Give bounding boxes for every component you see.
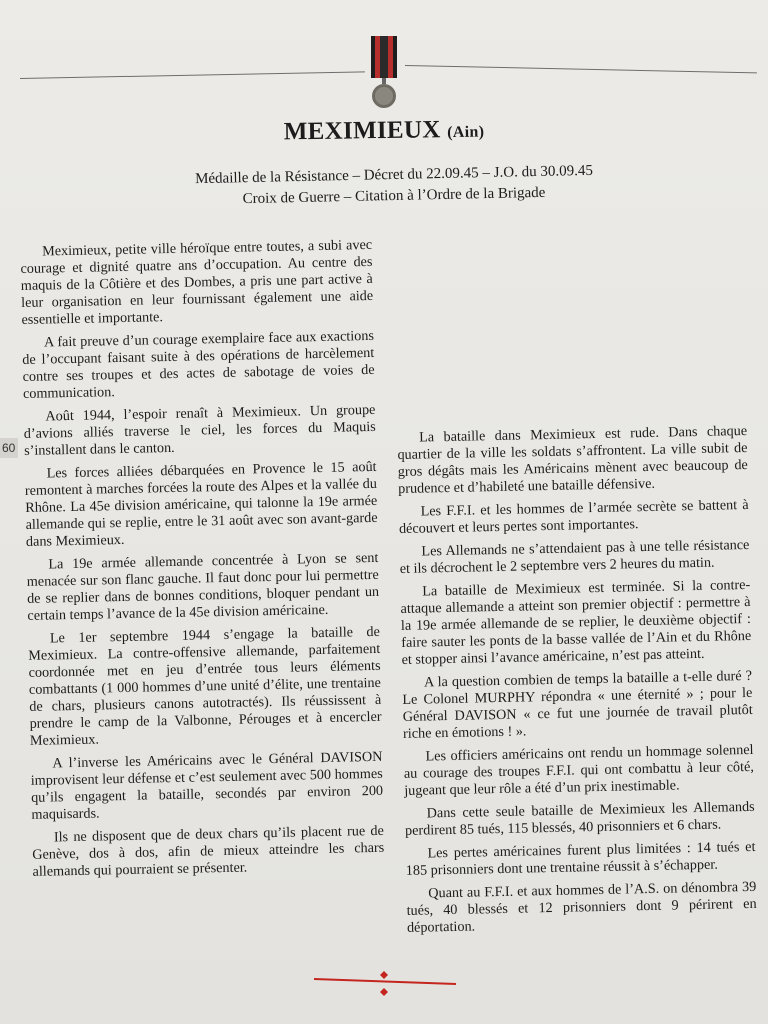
right-column [397, 423, 757, 943]
paragraph: A fait preuve d’un courage exemplaire face aux exactions de l’occupant faisant suite à des opérations de harcèlement contre ses troupes et des actes de sabotage de voies de communication. [22, 327, 375, 402]
paragraph: Le 1er septembre 1944 s’engage la bataille de Meximieux. La contre-offensive allemande, parfaitement coordonnée met en jeu d’entrée tous leurs éléments combattants (1 000 hommes d’une unité d’élite, une trentaine de chars, plusieurs canons autotractés). Ils réussissent à prendre le camp de la Valbonne, Pérouges et à encercler Meximieux. [28, 623, 382, 749]
paragraph: La 19e armée allemande concentrée à Lyon se sent menacée sur son flanc gauche. Il faut donc pour lui permettre de se replier dans de bonnes conditions, bloquer pendant un certain temps l’avance de la 45e division américaine. [26, 549, 380, 624]
paragraph: A la question combien de temps la bataille a t-elle duré ? Le Colonel MURPHY répondra « une éternité » ; pour le Général DAVISON « ce fut une journée de travail plutôt riche en émotions ! ». [402, 667, 753, 742]
paragraph: Les F.F.I. et les hommes de l’armée secrète se battent à découvert et leurs pertes sont importantes. [398, 496, 749, 537]
ornament-divider-icon [310, 968, 460, 1004]
left-column [20, 237, 385, 887]
page-title: MEXIMIEUX (Ain) [283, 116, 485, 146]
paragraph: La bataille dans Meximieux est rude. Dans chaque quartier de la ville les soldats s’affrontent. La ville subit de gros dégâts mais les Américains mènent avec beaucoup de prudence et d’habileté une bataille défensive. [397, 422, 748, 497]
paragraph: Les forces alliées débarquées en Provence le 15 août remontent à marches forcées la route des Alpes et la vallée du Rhône. La 45e division américaine, qui talonne la 19e armée allemande qui se replie, entre le 31 août avec son avant-garde dans Meximieux. [24, 458, 378, 550]
medal-icon [368, 34, 400, 110]
paragraph: Les Allemands ne s’attendaient pas à une telle résistance et ils décrochent le 2 septembre vers 2 heures du matin. [399, 536, 750, 577]
paragraph: Les officiers américains ont rendu un hommage solennel au courage des troupes F.F.I. qui ont combattu à leur côté, jugeant que leur rôle a été d’un prix inestimable. [403, 741, 754, 799]
page-number: 60 [2, 441, 16, 455]
paragraph: Meximieux, petite ville héroïque entre toutes, a subi avec courage et dignité quatre ans d’occupation. Au centre des maquis de la Côtière et des Dombes, a pris une part active à leur organisation en leur fournissant également une aide essentielle et importante. [20, 236, 374, 328]
paragraph: Dans cette seule bataille de Meximieux les Allemands perdirent 85 tués, 115 blessés, 40 prisonniers et 6 chars. [404, 798, 755, 839]
paragraph: Quant au F.F.I. et aux hommes de l’A.S. on dénombra 39 tués, 40 blessés et 12 prisonniers dont 9 périrent en déportation. [406, 878, 757, 936]
decoration-line-1: Médaille de la Résistance – Décret du 22.09.45 – J.O. du 30.09.45 [194, 162, 594, 188]
header-rule-right [405, 65, 757, 73]
decoration-line-2: Croix de Guerre – Citation à l’Ordre de la Brigade [242, 184, 546, 208]
paragraph: La bataille de Meximieux est terminée. Si la contre-attaque allemande a atteint son premier objectif : permettre à la 19e armée allemande de se replier, le deuxième objectif : faire sauter les ponts de la basse vallée de l’Ain et du Rhône et stopper ainsi l’avance américaine, n’est pas atteint. [400, 576, 752, 668]
title-suffix: (Ain) [447, 123, 485, 142]
paragraph: A l’inverse les Américains avec le Général DAVISON improvisent leur défense et c’est seulement avec 500 hommes qu’ils engagent la bataille, secondés par environ 200 maquisards. [30, 748, 384, 823]
paragraph: Les pertes américaines furent plus limitées : 14 tués et 185 prisonniers dont une trentaine réussit à s’échapper. [405, 838, 756, 879]
header-rule-left [20, 71, 365, 79]
paragraph: Ils ne disposent que de deux chars qu’ils placent rue de Genève, dos à dos, afin de mieux atteindre les chars allemands qui pourraient se présenter. [32, 822, 385, 880]
paragraph: Août 1944, l’espoir renaît à Meximieux. Un groupe d’avions alliés traverse le ciel, les forces du Maquis s’installent dans le canton. [23, 401, 376, 459]
